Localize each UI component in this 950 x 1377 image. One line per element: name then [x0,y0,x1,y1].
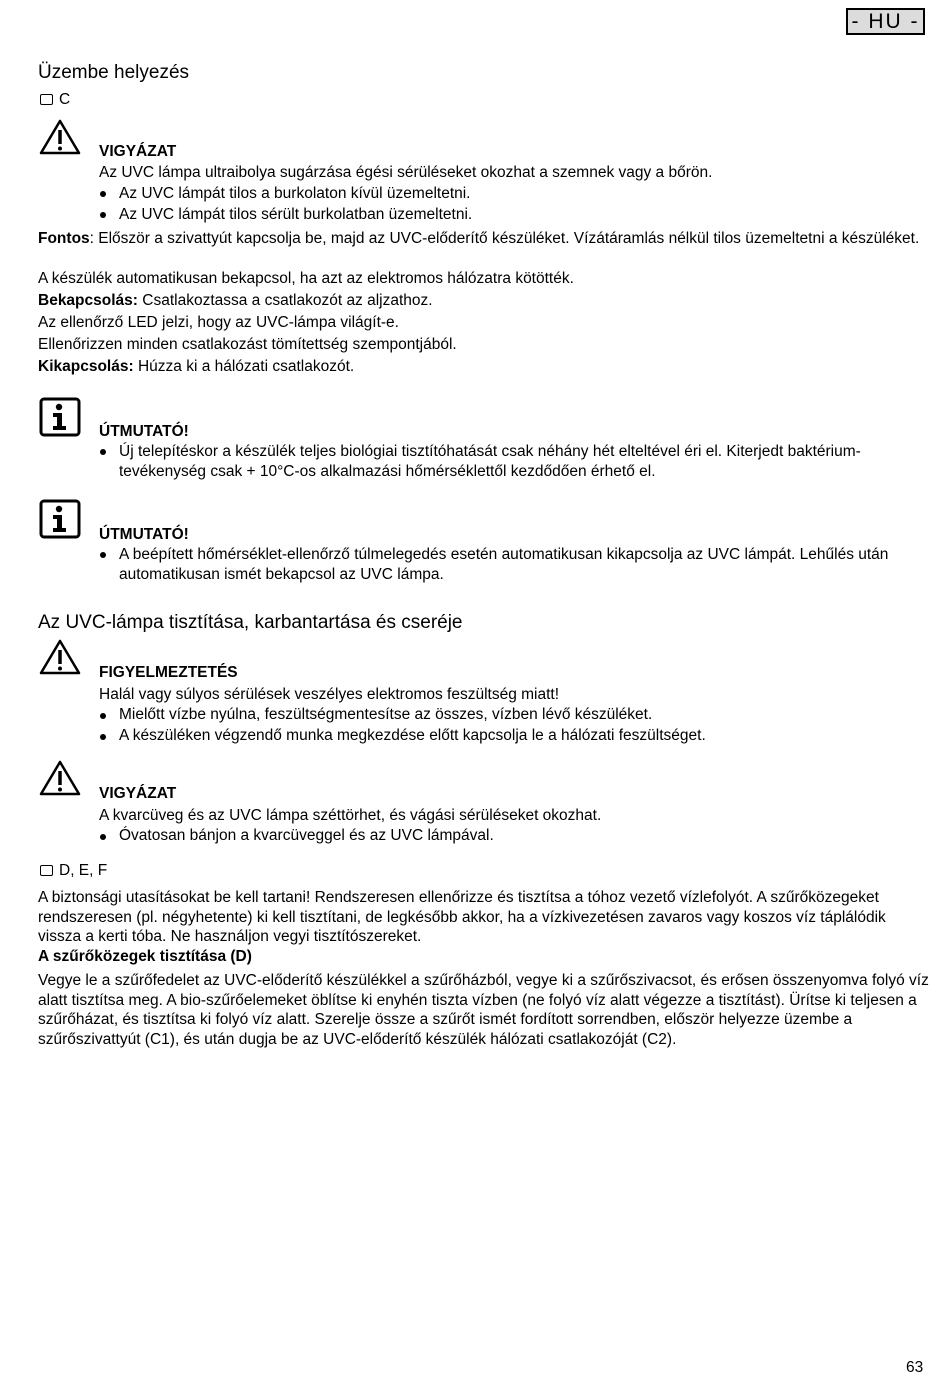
caution-label: VIGYÁZAT [99,785,177,802]
bullet-icon [100,449,106,455]
procedure-paragraph: Vegye le a szűrőfedelet az UVC-előderítő készülékkel a szűrőházból, vegye ki a szűrőszivacsot, és erősen összenyomva folyó víz alatt tisztítsa meg. A bio-szűrőelemeket öblítse ki enyhén tiszta vízben (ne folyó víz alatt végezze a tisztítást). Ürítse ki teljesen a szűrőházat, és tisztítsa ki folyó víz alatt. Szerelje össze a szűrőt ismét fordított sorrendben, először helyezze üzembe a szűrőszivattyút (C1), és után dugja be az UVC-előderítő készülék hálózati csatlakozóját (C2). [38,972,929,1048]
switch-off-text: Húzza ki a hálózati csatlakozót. [133,358,355,375]
bullet-icon [100,212,106,218]
subsection-title: A szűrőközegek tisztítása (D) [38,948,252,965]
list-item: Mielőtt vízbe nyúlna, feszültségmentesítse az összes, vízben lévő készüléket. [119,706,653,723]
switch-on-line [38,292,433,310]
list-item: A készüléken végzendő munka megkezdése előtt kapcsolja le a hálózati feszültséget. [119,727,706,744]
section-title-uvc-maintenance: Az UVC-lámpa tisztítása, karbantartása és cseréje [38,612,463,633]
switch-off-label: Kikapcsolás: [38,358,134,375]
check-text: Ellenőrizzen minden csatlakozást tömítettség szempontjából. [38,336,457,353]
bullet-icon [100,734,106,740]
list-item: A beépített hőmérséklet-ellenőrző túlmelegedés esetén automatikusan kikapcsolja az UVC lámpát. Lehűlés után automatikusan ismét bekapcsol az UVC lámpa. [119,546,889,583]
caution-label: VIGYÁZAT [99,143,177,160]
figure-ref-label: C [59,91,71,108]
note-label: ÚTMUTATÓ! [99,526,189,543]
figure-box-icon [40,865,53,876]
bullet-icon [100,834,106,840]
info-icon [39,397,81,437]
list-item: Óvatosan bánjon a kvarcüveggel és az UVC lámpával. [119,827,494,844]
switch-on-label: Bekapcsolás: [38,292,138,309]
figure-box-icon [40,94,53,105]
caution-text: A kvarcüveg és az UVC lámpa széttörhet, és vágási sérüléseket okozhat. [99,807,602,824]
language-badge: - HU - [846,8,925,35]
bullet-icon [100,191,106,197]
warning-triangle-icon [38,118,82,156]
switch-on-text: Csatlakoztassa a csatlakozót az aljzathoz. [137,292,433,309]
section-title-startup: Üzembe helyezés [38,62,190,83]
switch-off-line [38,358,354,376]
important-label: Fontos [38,230,90,247]
figure-reference-c [40,91,70,109]
figure-reference-def [40,862,107,880]
figure-ref-label: D, E, F [59,862,108,879]
warning-text: Halál vagy súlyos sérülések veszélyes elektromos feszültség miatt! [99,686,560,703]
page-number: 63 [906,1359,924,1376]
bullet-icon [100,713,106,719]
important-paragraph [38,229,930,249]
warning-triangle-icon [38,759,82,797]
important-text: : Először a szivattyút kapcsolja be, majd az UVC-előderítő készüléket. Vízátáramlás nélkül tilos üzemeltetni a készüléket. [89,230,920,247]
warning-label: FIGYELMEZTETÉS [99,664,238,681]
led-text: Az ellenőrző LED jelzi, hogy az UVC-lámpa világít-e. [38,314,399,331]
info-icon [39,499,81,539]
warning-triangle-icon [38,638,82,676]
list-item: Új telepítéskor a készülék teljes biológiai tisztítóhatását csak néhány hét elteltével éri el. Kiterjedt baktérium-tevékenység csak + 10°C-os alkalmazási hőmérséklettől kezdődően érhető el. [119,443,861,480]
list-item: Az UVC lámpát tilos sérült burkolatban üzemeltetni. [119,206,473,223]
note-label: ÚTMUTATÓ! [99,423,189,440]
safety-paragraph: A biztonsági utasításokat be kell tartani! Rendszeresen ellenőrizze és tisztítsa a tóhoz vezető vízlefolyót. A szűrőközegeket rendszeresen (pl. négyhetente) ki kell tisztítani, de legkésőbb akkor, ha a vízkivezetésen zavaros vagy koszos víz táplálódik vissza a kerti tóba. Ne használjon vegyi tisztítószereket. [38,889,886,945]
auto-on-text: A készülék automatikusan bekapcsol, ha azt az elektromos hálózatra kötötték. [38,270,574,287]
bullet-icon [100,552,106,558]
caution-text: Az UVC lámpa ultraibolya sugárzása égési sérüléseket okozhat a szemnek vagy a bőrön. [99,164,713,181]
list-item: Az UVC lámpát tilos a burkolaton kívül üzemeltetni. [119,185,471,202]
